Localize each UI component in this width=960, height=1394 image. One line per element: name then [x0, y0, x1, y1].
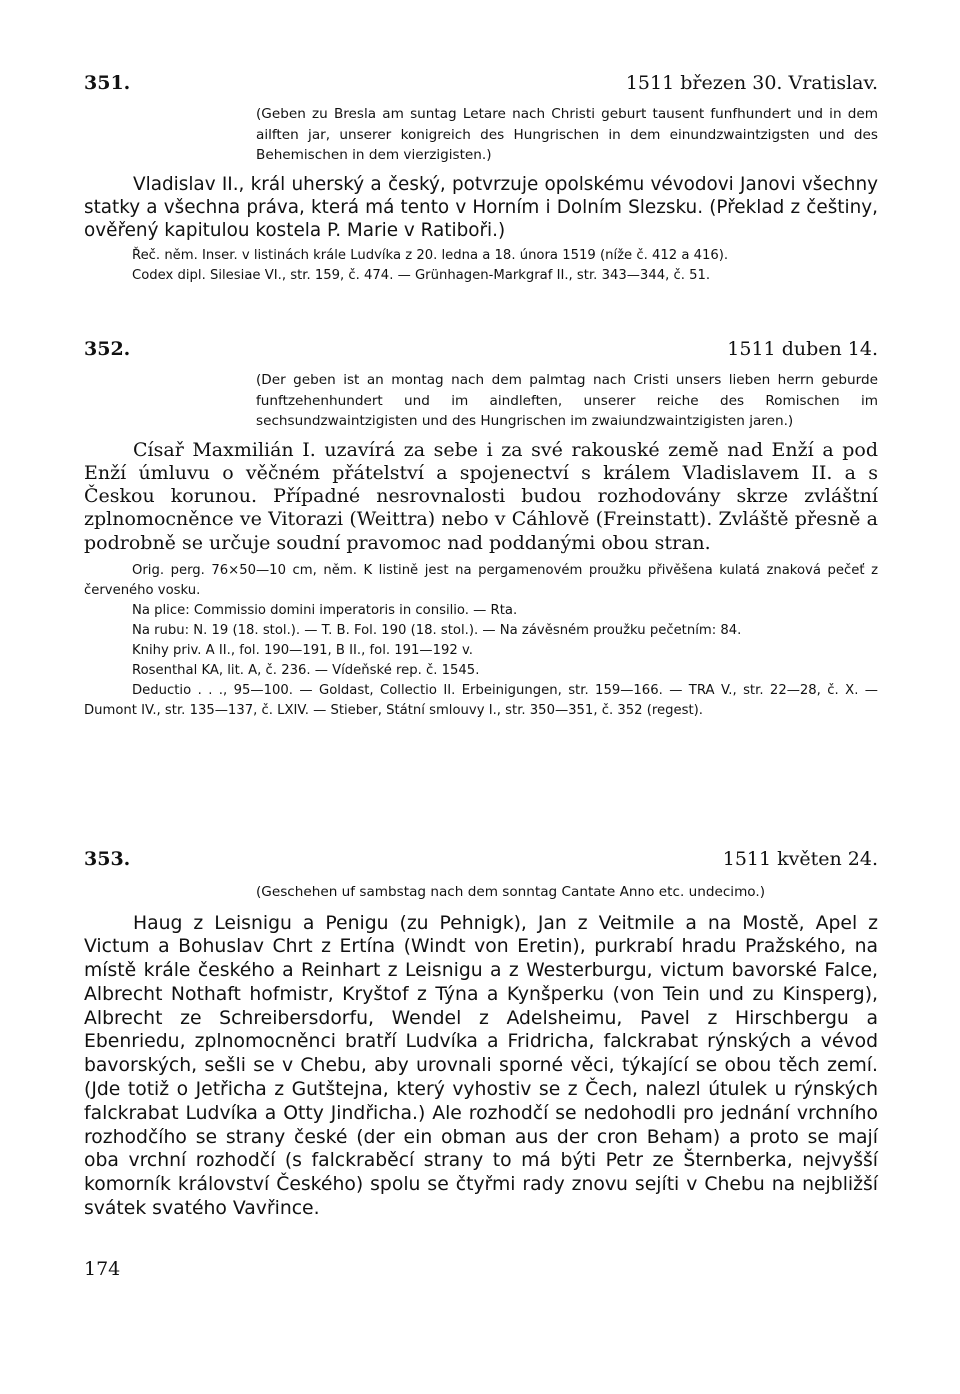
note-line: Deductio . . ., 95—100. — Goldast, Collectio II. Erbeinigungen, str. 159—166. — TRA V., str. 22—28, č. X. — Dumont IV., str. 135—137, č. LXIV. — Stieber, Státní smlouvy I., str. 350—351, č. 352 (regest).: [84, 682, 878, 718]
note-line: Řeč. něm. Inser. v listinách krále Ludvíka z 20. ledna a 18. února 1519 (níže č. 412 a 416).: [132, 247, 729, 263]
entry-date-place: 1511 květen 24.: [722, 848, 878, 870]
note-line: Codex dipl. Silesiae VI., str. 159, č. 474. — Grünhagen-Markgraf II., str. 343—344, č. 51.: [132, 267, 711, 283]
dating-clause: (Der geben ist an montag nach dem palmtag nach Cristi unsers lieben herrn geburde funftzehenhundert und im aindleften, unserer reiche des Romischen im sechsundzwaintzigisten und des Hungrischen im zwaiundzwaintzigisten jaren.): [256, 372, 878, 429]
note-line: Knihy priv. A II., fol. 190—191, B II., fol. 191—192 v.: [132, 642, 473, 658]
entry-352: [84, 338, 878, 721]
apparatus-notes: [84, 246, 878, 286]
page-number: 174: [84, 1258, 121, 1280]
note-line: Orig. perg. 76×50—10 cm, něm. K listině jest na pergamenovém proužku přivěšena kulatá znaková pečeť z červeného vosku.: [84, 562, 878, 598]
dating-clause: (Geschehen uf sambstag nach dem sonntag Cantate Anno etc. undecimo.): [256, 884, 766, 900]
entry-header: [84, 72, 878, 102]
entry-header: [84, 848, 878, 878]
apparatus-notes: [84, 561, 878, 721]
note-line: Rosenthal KA, lit. A, č. 236. — Vídeňské rep. č. 1545.: [132, 662, 480, 678]
regest-summary: Císař Maxmilián I. uzavírá za sebe i za své rakouské země nad Enží a pod Enží úmluvu o věčném přátelství a spojenectví s králem Vladislavem II. a s Českou korunou. Případné nesrovnalosti budou rozhodovány skrze zvláštní zplnomocněnce ve Vitorazi (Weittra) nebo v Cáhlově (Freinstatt). Zvláště přesně a podrobně se určuje soudní pravomoc nad poddanými obou stran.: [84, 438, 878, 554]
entry-number: 351.: [84, 72, 131, 94]
regest-summary: Haug z Leisnigu a Penigu (zu Pehnigk), Jan z Veitmile a na Mostě, Apel z Victum a Bohuslav Chrt z Ertína (Windt von Eretin), purkrabí hradu Pražského, na místě krále českého a Reinhart z Leisnigu a z Westerburgu, victum bavorské Falce, Albrecht Nothaft hofmistr, Kryštof z Týna a Kynšperku (von Tein und zu Kinsperg), Albrecht ze Schreibersdorfu, Wendel z Adelsheimu, Pavel z Hirschbergu a Ebenriedu, zplnomocněnci bratří Ludvíka a Fridricha, falckrabat rýnských a vévod bavorských, sešli se v Chebu, aby urovnali sporné věci, týkající se obou těch zemí. (Jde totiž o Jetřicha z Gutštejna, který vyhostiv se z Čech, nalezl útulek u rýnských falckrabat Ludvíka a Otty Jindřicha.) Ale rozhodčí se nedohodli pro jednání vrchního rozhodčího se strany české (der ein obman aus der cron Beham) a proto se mají oba vrchní rozhodčí (s falckraběcí strany to má býti Petr ze Šternberka, nejvyšší komorník království Českého) spolu se čtyřmi rady znovu sejíti v Chebu na nejbližší svátek svatého Vavřince.: [84, 912, 878, 1220]
entry-353: [84, 848, 878, 1221]
dating-clause: (Geben zu Bresla am suntag Letare nach Christi geburt tausent funfhundert und in dem ailften jar, unserer konigreich des Hungrischen in dem einundzwaintzigsten und des Behemischen in dem vierzigisten.): [256, 106, 878, 163]
entry-date-place: 1511 duben 14.: [727, 338, 878, 360]
entry-351: [84, 72, 878, 286]
note-line: Na plice: Commissio domini imperatoris in consilio. — Rta.: [132, 602, 518, 618]
note-line: Na rubu: N. 19 (18. stol.). — T. B. Fol. 190 (18. stol.). — Na závěsném proužku pečetním: 84.: [132, 622, 742, 638]
entry-date-place: 1511 březen 30. Vratislav.: [625, 72, 878, 94]
entry-header: [84, 338, 878, 368]
entry-number: 352.: [84, 338, 131, 360]
regest-summary: Vladislav II., král uherský a český, potvrzuje opolskému vévodovi Janovi všechny statky a všechna práva, která má tento v Horním i Dolním Slezsku. (Překlad z češtiny, ověřený kapitulou kostela P. Marie v Ratiboři.): [84, 173, 878, 241]
entry-number: 353.: [84, 848, 131, 870]
